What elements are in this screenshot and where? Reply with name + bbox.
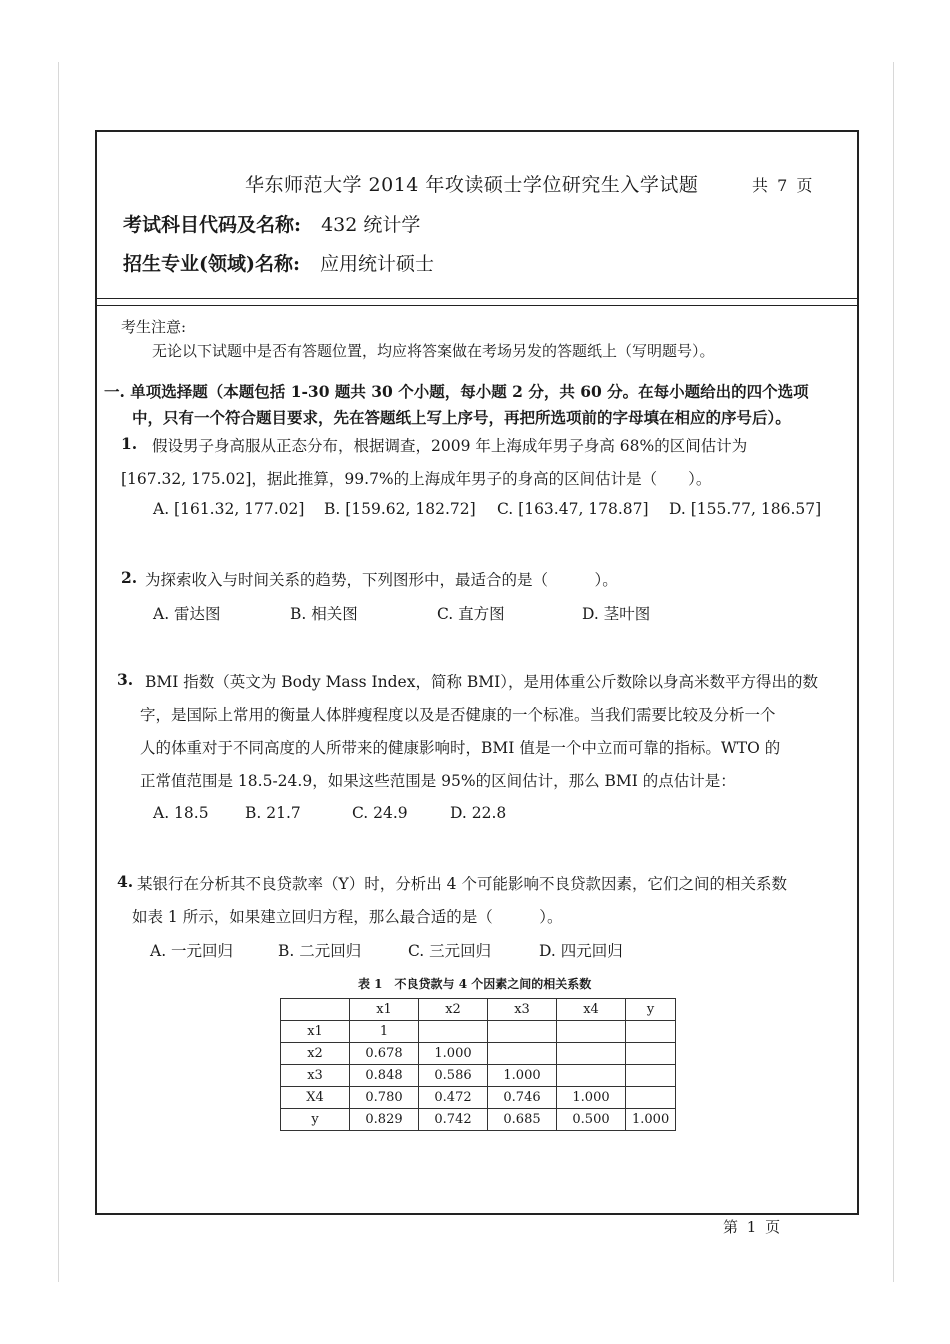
table-header-cell: x3 xyxy=(488,999,557,1021)
option-d: D. 四元回归 xyxy=(539,942,623,960)
table-cell xyxy=(626,1065,676,1087)
option-b: B. 21.7 xyxy=(245,804,301,822)
major-line xyxy=(123,249,434,276)
question-text-line: 为探索收入与时间关系的趋势，下列图形中，最适合的是（ ）。 xyxy=(145,571,618,589)
question-text-line: 字，是国际上常用的衡量人体胖瘦程度以及是否健康的一个标准。当我们需要比较及分析一个 xyxy=(140,706,776,724)
section-instruction-line2: 中，只有一个符合题目要求，先在答题纸上写上序号，再把所选项前的字母填在相应的序号后）。 xyxy=(132,408,791,427)
table-cell xyxy=(419,1021,488,1043)
option-d: D. [155.77, 186.57] xyxy=(669,500,822,518)
table-header-cell: x2 xyxy=(419,999,488,1021)
table-cell xyxy=(626,1087,676,1109)
table-cell: 0.780 xyxy=(350,1087,419,1109)
table-caption: 表 1 不良贷款与 4 个因素之间的相关系数 xyxy=(358,977,592,991)
subject-label: 考试科目代码及名称: xyxy=(123,214,302,236)
major-value: 应用统计硕士 xyxy=(320,253,435,275)
table-row xyxy=(281,1109,676,1131)
table-cell xyxy=(488,1043,557,1065)
question-text-line: 如表 1 所示，如果建立回归方程，那么最合适的是（ ）。 xyxy=(132,908,563,926)
option-b: B. [159.62, 182.72] xyxy=(324,500,476,518)
notice-text: 无论以下试题中是否有答题位置，均应将答案做在考场另发的答题纸上（写明题号）。 xyxy=(152,342,715,360)
option-a: A. 18.5 xyxy=(153,804,209,822)
option-c: C. 24.9 xyxy=(352,804,408,822)
table-cell: 1.000 xyxy=(419,1043,488,1065)
option-d: D. 22.8 xyxy=(450,804,507,822)
table-cell xyxy=(488,1021,557,1043)
table-cell: 0.472 xyxy=(419,1087,488,1109)
correlation-table xyxy=(280,998,676,1131)
question-number: 4. xyxy=(117,872,134,891)
table-row xyxy=(281,1065,676,1087)
option-a: A. [161.32, 177.02] xyxy=(153,500,305,518)
question-text-line: 假设男子身高服从正态分布，根据调查，2009 年上海成年男子身高 68%的区间估计为 xyxy=(152,437,748,455)
table-cell: 0.742 xyxy=(419,1109,488,1131)
table-cell: x2 xyxy=(281,1043,350,1065)
table-cell: y xyxy=(281,1109,350,1131)
table-cell xyxy=(626,1043,676,1065)
exam-title: 华东师范大学 2014 年攻读硕士学位研究生入学试题 xyxy=(245,174,699,196)
table-cell xyxy=(557,1043,626,1065)
table-cell xyxy=(557,1065,626,1087)
table-cell: X4 xyxy=(281,1087,350,1109)
table-header-row xyxy=(281,999,676,1021)
option-c: C. [163.47, 178.87] xyxy=(497,500,649,518)
table-cell xyxy=(557,1021,626,1043)
table-row xyxy=(281,1021,676,1043)
header-divider-second xyxy=(95,305,859,306)
table-cell: x1 xyxy=(281,1021,350,1043)
table-header-cell: y xyxy=(626,999,676,1021)
total-pages: 共 7 页 xyxy=(752,176,815,195)
option-a: A. 一元回归 xyxy=(150,942,234,960)
table-cell: 0.586 xyxy=(419,1065,488,1087)
option-c: C. 三元回归 xyxy=(408,942,492,960)
table-header-cell: x4 xyxy=(557,999,626,1021)
question-text-line: BMI 指数（英文为 Body Mass Index，简称 BMI），是用体重公斤数除以身高米数平方得出的数 xyxy=(145,673,819,691)
table-cell: 0.685 xyxy=(488,1109,557,1131)
notice-heading: 考生注意: xyxy=(121,318,187,336)
table-cell: 0.848 xyxy=(350,1065,419,1087)
table-cell: 0.678 xyxy=(350,1043,419,1065)
question-number: 2. xyxy=(121,568,138,587)
page-number: 第 1 页 xyxy=(723,1218,783,1236)
question-text-line: 某银行在分析其不良贷款率（Y）时，分析出 4 个可能影响不良贷款因素，它们之间的相关系数 xyxy=(137,875,787,893)
option-b: B. 二元回归 xyxy=(278,942,362,960)
table-cell: x3 xyxy=(281,1065,350,1087)
table-cell: 0.746 xyxy=(488,1087,557,1109)
option-a: A. 雷达图 xyxy=(153,605,221,623)
option-c: C. 直方图 xyxy=(437,605,505,623)
major-label: 招生专业(领域)名称: xyxy=(123,253,300,275)
question-text-line: [167.32, 175.02]，据此推算，99.7%的上海成年男子的身高的区间估计是（ ）。 xyxy=(121,470,712,488)
header-divider xyxy=(95,298,859,299)
question-text-line: 人的体重对于不同高度的人所带来的健康影响时，BMI 值是一个中立而可靠的指标。WTO 的 xyxy=(140,739,781,757)
table-header-cell: x1 xyxy=(350,999,419,1021)
table-header-cell xyxy=(281,999,350,1021)
table-row xyxy=(281,1043,676,1065)
section-instruction-line1: 一. 单项选择题（本题包括 1-30 题共 30 个小题，每小题 2 分，共 60 分。在每小题给出的四个选项 xyxy=(104,382,809,401)
question-text-line: 正常值范围是 18.5-24.9，如果这些范围是 95%的区间估计，那么 BMI 的点估计是： xyxy=(140,772,736,790)
table-cell: 0.829 xyxy=(350,1109,419,1131)
question-number: 1. xyxy=(121,434,138,453)
subject-line xyxy=(123,210,420,237)
table-cell: 1.000 xyxy=(626,1109,676,1131)
table-cell: 1.000 xyxy=(557,1087,626,1109)
table-cell: 0.500 xyxy=(557,1109,626,1131)
table-row xyxy=(281,1087,676,1109)
table-cell xyxy=(626,1021,676,1043)
option-d: D. 茎叶图 xyxy=(582,605,651,623)
question-number: 3. xyxy=(117,670,134,689)
subject-value: 432 统计学 xyxy=(321,214,421,236)
option-b: B. 相关图 xyxy=(290,605,358,623)
table-cell: 1 xyxy=(350,1021,419,1043)
table-cell: 1.000 xyxy=(488,1065,557,1087)
